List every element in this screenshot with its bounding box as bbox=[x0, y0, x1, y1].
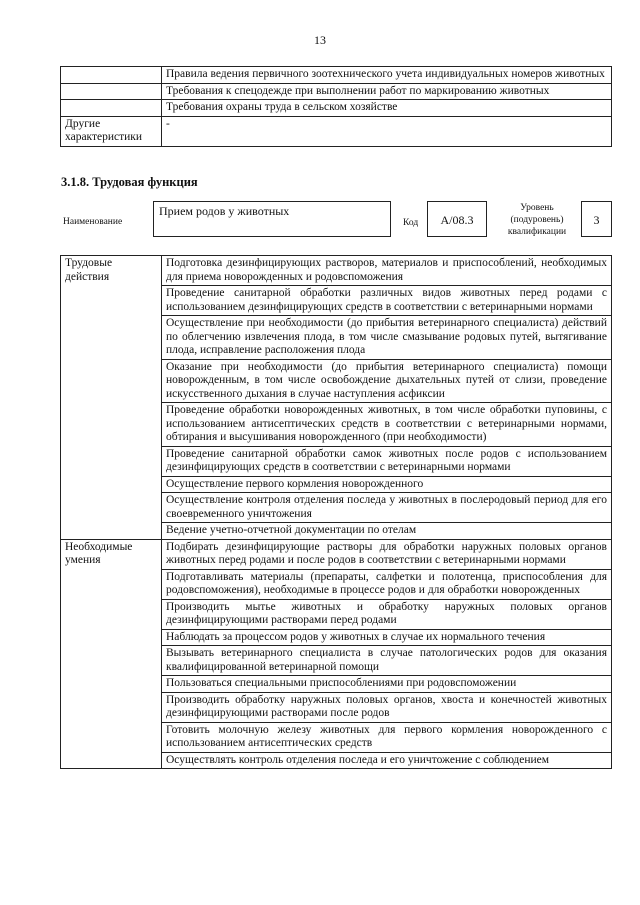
code-value: A/08.3 bbox=[427, 201, 487, 237]
table-cell: Производить обработку наружных половых органов, хвоста и конечностей животных дезинфицирующими растворами после родов bbox=[162, 692, 612, 722]
labor-actions-label: Трудовые действия bbox=[61, 256, 162, 540]
table-cell: Осуществление при необходимости (до прибытия ветеринарного специалиста) действий по облегчению извлечения плода, в том числе смазывание родовых путей, вытягивание плода, исправление расположения плода bbox=[162, 316, 612, 360]
table-row bbox=[61, 83, 612, 100]
table-cell: Правила ведения первичного зоотехнического учета индивидуальных номеров животных bbox=[162, 67, 612, 84]
required-skills-label: Необходимые умения bbox=[61, 539, 162, 769]
table-row bbox=[61, 116, 612, 146]
table-cell: Подготавливать материалы (препараты, салфетки и полотенца, приспособления для родовспоможения), необходимые в процессе родов и для обработки новорожденных bbox=[162, 569, 612, 599]
section-title: 3.1.8. Трудовая функция bbox=[61, 175, 198, 189]
table-cell: Проведение санитарной обработки различных видов животных перед родами с использованием дезинфицирующих средств в соответствии с ветеринарными нормами bbox=[162, 286, 612, 316]
table-cell: Проведение санитарной обработки самок животных после родов с использованием дезинфицирующих средств в соответствии с ветеринарными нормами bbox=[162, 446, 612, 476]
name-value: Прием родов у животных bbox=[153, 201, 391, 237]
table-cell: Проведение обработки новорожденных животных, в том числе обработки пуповины, с использованием антисептических средств в соответствии с ветеринарными нормами, обтирания и высушивания новорожденного (при необходимости) bbox=[162, 403, 612, 447]
other-characteristics-label: Другие характеристики bbox=[61, 116, 162, 146]
other-characteristics-value: - bbox=[162, 116, 612, 146]
page-number: 13 bbox=[314, 33, 326, 47]
table-cell: Осуществление первого кормления новорожденного bbox=[162, 476, 612, 493]
table-cell: Осуществлять контроль отделения последа и его уничтожение с соблюдением bbox=[162, 752, 612, 769]
table-row bbox=[61, 100, 612, 117]
level-value: 3 bbox=[581, 201, 612, 237]
table-cell: Подбирать дезинфицирующие растворы для обработки наружных половых органов животных перед родами и после родов в соответствии с ветеринарными нормами bbox=[162, 539, 612, 569]
table-cell: Оказание при необходимости (до прибытия ветеринарного специалиста) помощи новорожденным, в том числе освобождение дыхательных путей от слизи, проведение искусственного дыхания в случае наступления асфиксии bbox=[162, 359, 612, 403]
table-row bbox=[61, 539, 612, 569]
name-label: Наименование bbox=[63, 217, 123, 227]
table-cell: Готовить молочную железу животных для первого кормления новорожденного с использованием антисептических средств bbox=[162, 722, 612, 752]
table-cell: Пользоваться специальными приспособлениями при родовспоможении bbox=[162, 676, 612, 693]
empty-label-cell bbox=[61, 83, 162, 100]
table-cell: Наблюдать за процессом родов у животных в случае их нормального течения bbox=[162, 629, 612, 646]
level-label: Уровень (подуровень) квалификации bbox=[507, 203, 567, 237]
table-cell: Вызывать ветеринарного специалиста в случае патологических родов для оказания квалифицированной ветеринарной помощи bbox=[162, 646, 612, 676]
empty-label-cell bbox=[61, 67, 162, 84]
table-cell: Требования охраны труда в сельском хозяйстве bbox=[162, 100, 612, 117]
code-label: Код bbox=[403, 218, 419, 228]
table-cell: Ведение учетно-отчетной документации по отелам bbox=[162, 523, 612, 540]
table-cell: Требования к спецодежде при выполнении работ по маркированию животных bbox=[162, 83, 612, 100]
table-cell: Подготовка дезинфицирующих растворов, материалов и приспособлений, необходимых для приема новорожденных и родовспоможения bbox=[162, 256, 612, 286]
knowledge-table-continued bbox=[60, 66, 612, 147]
table-cell: Осуществление контроля отделения последа у животных в послеродовый период для его своевременного уничтожения bbox=[162, 493, 612, 523]
table-cell: Производить мытье животных и обработку наружных половых органов дезинфицирующими растворами перед родами bbox=[162, 599, 612, 629]
empty-label-cell bbox=[61, 100, 162, 117]
table-row bbox=[61, 67, 612, 84]
function-table bbox=[60, 255, 612, 769]
table-row bbox=[61, 256, 612, 286]
